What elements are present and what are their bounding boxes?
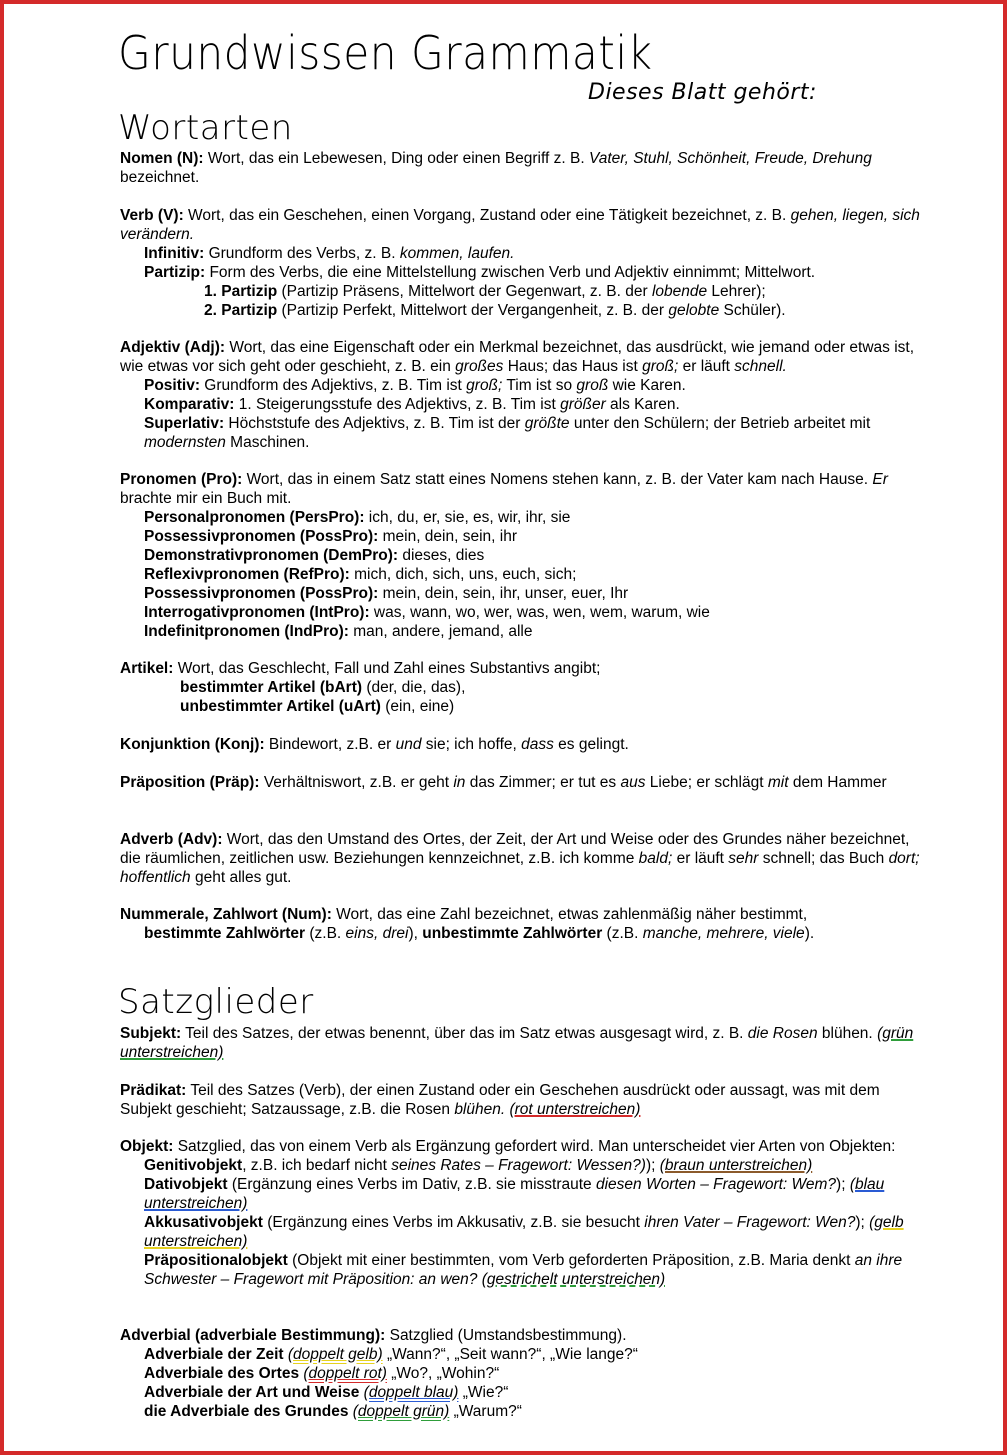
- entry-konjunktion: Konjunktion (Konj): Bindewort, z.B. er und sie; ich hoffe, dass es gelingt.: [120, 736, 629, 753]
- page-title: Grundwissen Grammatik: [118, 26, 653, 80]
- entry-adverb: Adverb (Adv): Wort, das den Umstand des Ortes, der Zeit, der Art und Weise oder des Grundes näher bezeichnet, die räumlichen, zeitlichen usw. Beziehungen kennzeichnet, z.B. ich komme bald; er läuft sehr schnell; das Buch dort; hoffentlich geht alles gut.: [120, 831, 920, 886]
- entry-artikel: Artikel: Wort, das Geschlecht, Fall und Zahl eines Substantivs angibt; bestimmter Artikel (bArt) (der, die, das), unbestimmter Artikel (uArt) (ein, eine): [120, 660, 601, 715]
- list-item: Adverbiale der Art und Weise (doppelt blau) „Wie?“: [144, 1384, 509, 1401]
- list-item: Possessivpronomen (PossPro): mein, dein, sein, ihr, unser, euer, Ihr: [144, 585, 629, 602]
- heading-wortarten: Wortarten: [118, 108, 293, 148]
- list-item: Reflexivpronomen (RefPro): mich, dich, sich, uns, euch, sich;: [144, 566, 577, 583]
- list-item: die Adverbiale des Grundes (doppelt grün) „Warum?“: [144, 1403, 522, 1420]
- heading-satzglieder: Satzglieder: [118, 982, 314, 1022]
- list-item: Interrogativpronomen (IntPro): was, wann, wo, wer, was, wen, wem, warum, wie: [144, 604, 710, 621]
- entry-verb: Verb (V): Wort, das ein Geschehen, einen Vorgang, Zustand oder eine Tätigkeit bezeichnet, z. B. gehen, liegen, sich verändern. Infinitiv: Grundform des Verbs, z. B. kommen, laufen. Partizip: Form des Verbs, die eine Mittelstellung zwischen Verb und Adjektiv einnimmt; Mittelwort. 1. Partizip (Partizip Präsens, Mittelwort der Gegenwart, z. B. der lobende Lehrer); 2. Partizip (Partizip Perfekt, Mittelwort der Vergangenheit, z. B. der gelobte Schüler).: [120, 207, 920, 319]
- marking-note: (doppelt rot): [303, 1365, 387, 1382]
- list-item: Personalpronomen (PersPro): ich, du, er, sie, es, wir, ihr, sie: [144, 509, 571, 526]
- marking-note: (rot unterstreichen): [509, 1101, 641, 1118]
- entry-adjektiv: Adjektiv (Adj): Wort, das eine Eigenschaft oder ein Merkmal bezeichnet, das ausdrückt, wie jemand oder etwas ist, wie etwas vor sich geht oder geschieht, z. B. ein großes Haus; das Haus ist groß; er läuft schnell. Positiv: Grundform des Adjektivs, z. B. Tim ist groß; Tim ist so groß wie Karen. Komparativ: 1. Steigerungsstufe des Adjektivs, z. B. Tim ist größer als Karen. Superlativ: Höchststufe des Adjektivs, z. B. Tim ist der größte unter den Schülern; der Betrieb arbeitet mit modernsten Maschinen.: [120, 339, 915, 451]
- marking-note: (blau unterstreichen): [144, 1176, 885, 1212]
- marking-note: (braun unterstreichen): [659, 1157, 813, 1174]
- marking-note: (gestrichelt unterstreichen): [481, 1271, 666, 1288]
- list-item: Indefinitpronomen (IndPro): man, andere, jemand, alle: [144, 623, 533, 640]
- entry-objekt: Objekt: Satzglied, das von einem Verb als Ergänzung gefordert wird. Man unterscheidet vier Arten von Objekten: Genitivobjekt, z.B. ich bedarf nicht seines Rates – Fragewort: Wessen?)); (braun unterstreichen) Dativobjekt (Ergänzung eines Verbs im Dativ, z.B. sie misstraute diesen Worten – Fragewort: Wem?); (blau unterstreichen) Akkusativobjekt (Ergänzung eines Verbs im Akkusativ, z.B. sie besucht ihren Vater – Fragewort: Wen?); (gelb unterstreichen) Präpositionalobjekt (Objekt mit einer bestimmten, vom Verb geforderten Präposition, z.B. Maria denkt an ihre Schwester – Fragewort mit Präposition: an wen? (gestrichelt unterstreichen): [120, 1138, 904, 1288]
- marking-note: (doppelt grün): [352, 1403, 450, 1420]
- marking-note: (gelb unterstreichen): [144, 1214, 904, 1250]
- term: Nomen (N):: [120, 150, 204, 167]
- entry-adverbial: Adverbial (adverbiale Bestimmung): Satzglied (Umstandsbestimmung). Adverbiale der Zeit (doppelt gelb) „Wann?“, „Seit wann?“, „Wie lange?“ Adverbiale des Ortes (doppelt rot) „Wo?, „Wohin?“ Adverbiale der Art und Weise (doppelt blau) „Wie?“ die Adverbiale des Grundes (doppelt grün) „Warum?“: [120, 1326, 920, 1421]
- list-item: Adverbiale des Ortes (doppelt rot) „Wo?, „Wohin?“: [144, 1365, 500, 1382]
- list-item: Demonstrativpronomen (DemPro): dieses, dies: [144, 547, 485, 564]
- entry-nomen: Nomen (N): Wort, das ein Lebewesen, Ding oder einen Begriff z. B. Vater, Stuhl, Schönheit, Freude, Drehung bezeichnet.: [120, 150, 872, 186]
- entry-nummerale: Nummerale, Zahlwort (Num): Wort, das eine Zahl bezeichnet, etwas zahlenmäßig näher bestimmt, bestimmte Zahlwörter (z.B. eins, drei), unbestimmte Zahlwörter (z.B. manche, mehrere, viele).: [120, 906, 815, 942]
- entry-subjekt: Subjekt: Teil des Satzes, der etwas benennt, über das im Satz etwas ausgesagt wird, z. B. die Rosen blühen. (grün unterstreichen): [120, 1025, 914, 1061]
- marking-note: (grün unterstreichen): [120, 1025, 914, 1061]
- list-item: Possessivpronomen (PossPro): mein, dein, sein, ihr: [144, 528, 518, 545]
- marking-note: (doppelt blau): [363, 1384, 459, 1401]
- marking-note: (doppelt gelb): [287, 1346, 383, 1363]
- list-item: Adverbiale der Zeit (doppelt gelb) „Wann?“, „Seit wann?“, „Wie lange?“: [144, 1346, 638, 1363]
- entry-praedikat: Prädikat: Teil des Satzes (Verb), der einen Zustand oder ein Geschehen ausdrückt oder aussagt, was mit dem Subjekt geschieht; Satzaussage, z.B. die Rosen blühen. (rot unterstreichen): [120, 1082, 880, 1118]
- owner-label: Dieses Blatt gehört:: [588, 80, 817, 105]
- entry-pronomen: Pronomen (Pro): Wort, das in einem Satz statt eines Nomens stehen kann, z. B. der Vater kam nach Hause. Er brachte mir ein Buch mit. Personalpronomen (PersPro): ich, du, er, sie, es, wir, ihr, sie Possessivpronomen (PossPro): mein, dein, sein, ihr Demonstrativpronomen (DemPro): dieses, dies Reflexivpronomen (RefPro): mich, dich, sich, uns, euch, sich; Possessivpronomen (PossPro): mein, dein, sein, ihr, unser, euer, Ihr Interrogativpronomen (IntPro): was, wann, wo, wer, was, wen, wem, warum, wie Indefinitpronomen (IndPro): man, andere, jemand, alle: [120, 470, 920, 641]
- entry-praeposition: Präposition (Präp): Verhältniswort, z.B. er geht in das Zimmer; er tut es aus Liebe; er schlägt mit dem Hammer: [120, 774, 887, 791]
